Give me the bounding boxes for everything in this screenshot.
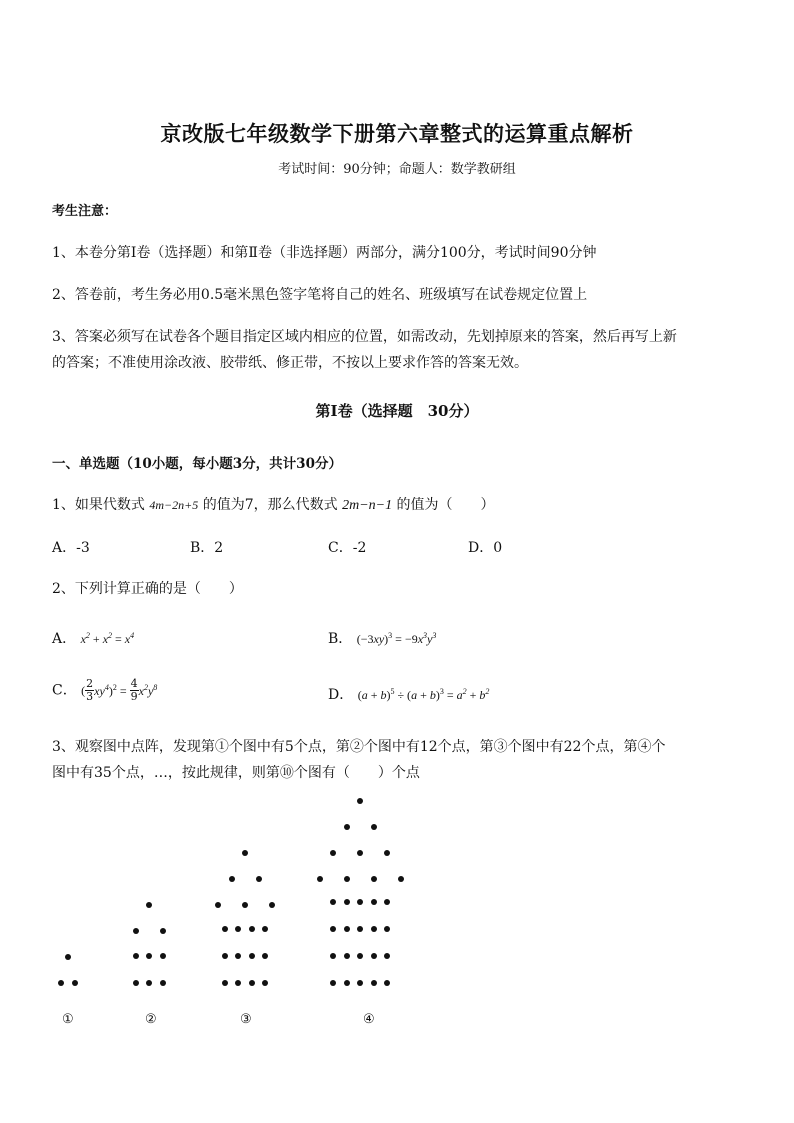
lattice-dot <box>357 899 363 905</box>
lattice-dot <box>357 798 363 804</box>
lattice-dot <box>357 953 363 959</box>
lattice-dot <box>357 926 363 932</box>
lattice-dot <box>262 980 268 986</box>
question-1-option-c: C．-2 <box>328 540 367 556</box>
lattice-dot <box>72 980 78 986</box>
lattice-dot <box>58 980 64 986</box>
question-2-stem: 2、下列计算正确的是（ ） <box>52 581 243 597</box>
lattice-dot <box>269 902 275 908</box>
lattice-dot <box>215 902 221 908</box>
lattice-dot <box>344 876 350 882</box>
lattice-dot <box>160 980 166 986</box>
lattice-dot <box>256 876 262 882</box>
lattice-dot <box>222 953 228 959</box>
lattice-dot <box>330 850 336 856</box>
lattice-dot <box>357 980 363 986</box>
lattice-dot <box>262 926 268 932</box>
question-2-option-c: C． ( $\frac{2}{3}$ $xy^4)^2$ = $\frac{4}{9}$ $x^2y^8$ <box>52 677 158 703</box>
lattice-dot <box>384 953 390 959</box>
notice-item-1: 1、本卷分第Ⅰ卷（选择题）和第Ⅱ卷（非选择题）两部分，满分100分，考试时间90分钟 <box>52 245 597 261</box>
lattice-dot <box>330 899 336 905</box>
question-2-option-a: A． $x^2 + x^2 = x^4$ <box>52 631 135 647</box>
question-1-suffix: 的值为（ ） <box>396 497 495 513</box>
question-3-line-1: 3、观察图中点阵，发现第①个图中有5个点，第②个图中有12个点，第③个图中有22个点，第④个 <box>52 739 666 755</box>
lattice-dot <box>160 953 166 959</box>
lattice-dot <box>371 899 377 905</box>
lattice-dot <box>160 928 166 934</box>
lattice-dot <box>235 953 241 959</box>
question-1-option-b: B．2 <box>190 540 224 556</box>
lattice-dot <box>330 926 336 932</box>
lattice-dot <box>229 876 235 882</box>
lattice-dot <box>344 926 350 932</box>
notice-item-3-line-2: 的答案；不准使用涂改液、胶带纸、修正带，不按以上要求作答的答案无效。 <box>52 355 528 371</box>
lattice-dot <box>133 953 139 959</box>
part-1-title: 第Ⅰ卷（选择题 30分） <box>315 402 479 420</box>
question-1-option-a: A．-3 <box>52 540 90 556</box>
figure-2-caption: ② <box>145 1012 157 1027</box>
lattice-dot <box>133 980 139 986</box>
lattice-dot <box>249 980 255 986</box>
figure-4-caption: ④ <box>363 1012 375 1027</box>
exam-info: 考试时间：90分钟；命题人：数学教研组 <box>278 162 516 177</box>
figure-1-caption: ① <box>62 1012 74 1027</box>
lattice-dot <box>317 876 323 882</box>
lattice-dot <box>242 850 248 856</box>
lattice-dot <box>384 980 390 986</box>
notice-item-3-line-1: 3、答案必须写在试卷各个题目指定区域内相应的位置，如需改动，先划掉原来的答案，然后再写上新 <box>52 329 677 345</box>
notice-heading: 考生注意： <box>52 204 118 219</box>
question-1-prefix: 1、如果代数式 <box>52 497 145 513</box>
section-title: 一、单选题（10小题，每小题3分，共计30分） <box>52 456 342 472</box>
page-title: 京改版七年级数学下册第六章整式的运算重点解析 <box>160 121 634 146</box>
option-b-label: B． <box>328 631 353 647</box>
lattice-dot <box>371 980 377 986</box>
lattice-dot <box>344 980 350 986</box>
question-1-middle: 的值为7，那么代数式 <box>202 497 338 513</box>
lattice-dot <box>133 928 139 934</box>
lattice-dot <box>330 980 336 986</box>
lattice-dot <box>249 953 255 959</box>
option-c-label: C． <box>52 682 77 699</box>
lattice-dot <box>146 980 152 986</box>
figure-3-caption: ③ <box>240 1012 252 1027</box>
question-1-expression-1: 4m−2n+5 <box>149 498 199 512</box>
lattice-dot <box>242 902 248 908</box>
question-3-line-2: 图中有35个点，…，按此规律，则第⑩个图有（ ）个点 <box>52 765 420 781</box>
lattice-dot <box>235 926 241 932</box>
lattice-dot <box>222 980 228 986</box>
lattice-dot <box>384 926 390 932</box>
lattice-dot <box>384 899 390 905</box>
lattice-dot <box>344 899 350 905</box>
lattice-dot <box>262 953 268 959</box>
lattice-dot <box>146 953 152 959</box>
lattice-dot <box>371 876 377 882</box>
lattice-dot <box>222 926 228 932</box>
lattice-dot <box>344 953 350 959</box>
notice-item-2: 2、答卷前，考生务必用0.5毫米黑色签字笔将自己的姓名、班级填写在试卷规定位置上 <box>52 287 588 303</box>
lattice-dot <box>398 876 404 882</box>
lattice-dot <box>249 926 255 932</box>
lattice-dot <box>146 902 152 908</box>
lattice-dot <box>235 980 241 986</box>
question-2-option-b: B． $(-3xy)^3 = -9x^3y^3$ <box>328 631 437 647</box>
question-1-expression-2: 2m−n−1 <box>342 498 393 513</box>
option-a-label: A． <box>52 631 77 647</box>
option-d-label: D． <box>328 687 354 703</box>
lattice-dot <box>330 953 336 959</box>
lattice-dot <box>357 850 363 856</box>
question-1-option-d: D．0 <box>468 540 503 556</box>
lattice-dot <box>371 926 377 932</box>
lattice-dot <box>384 850 390 856</box>
lattice-dot <box>371 953 377 959</box>
lattice-dot <box>65 954 71 960</box>
question-2-option-d: D． $(a + b)^5 \div (a + b)^3 = a^2 + b^2$ <box>328 687 490 703</box>
lattice-dot <box>371 824 377 830</box>
lattice-dot <box>344 824 350 830</box>
